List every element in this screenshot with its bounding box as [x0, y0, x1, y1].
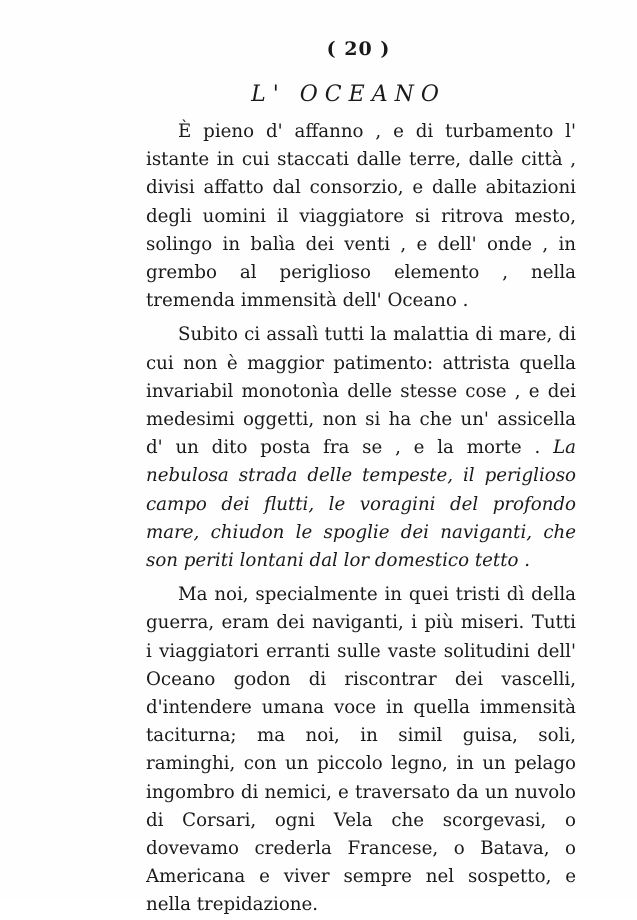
body-text — [146, 118, 576, 920]
paragraph-2 — [146, 321, 576, 575]
paragraph-1 — [146, 118, 576, 315]
paragraph-2-italic-quote: La nebulosa strada delle tempeste, il periglioso campo dei flutti, le voragini del profondo mare, chiudon le spoglie dei naviganti, che son periti lontani dal lor domestico tetto . — [146, 437, 576, 572]
page-number: ( 20 ) — [326, 38, 391, 60]
paragraph-3-text: Ma noi, specialmente in quei tristi dì della guerra, eram dei naviganti, i più miseri. Tutti i viaggiatori erranti sulle vaste solitudini dell' Oceano godon di riscontrar dei vascelli, d'intendere umana voce in quella immensità taciturna; ma noi, in simil guisa, soli, raminghi, con un piccolo legno, in un pelago ingombro di nemici, e traversato da un nuvolo di Corsari, ogni Vela che scorgevasi, o dovevamo crederla Francese, o Batava, o Americana e viver sempre nel sospetto, e nella trepidazione. — [146, 584, 576, 916]
paragraph-2-text: Subito ci assalì tutti la malattia di mare, di cui non è maggior patimento: attrista quella invariabil monotonìa delle stesse cose , e dei medesimi oggetti, non si ha che un' assicella d' un dito posta fra se , e la morte . — [146, 324, 576, 459]
paragraph-3 — [146, 581, 576, 919]
chapter-title: L' OCEANO — [251, 82, 446, 107]
paragraph-1-text: È pieno d' affanno , e di turbamento l' istante in cui staccati dalle terre, dalle città , divisi affatto dal consorzio, e dalle abitazioni degli uomini il viaggiatore si ritrova mesto, solingo in balìa dei venti , e dell' onde , in grembo al periglioso elemento , nella tremenda immensità dell' Oceano . — [146, 121, 576, 312]
